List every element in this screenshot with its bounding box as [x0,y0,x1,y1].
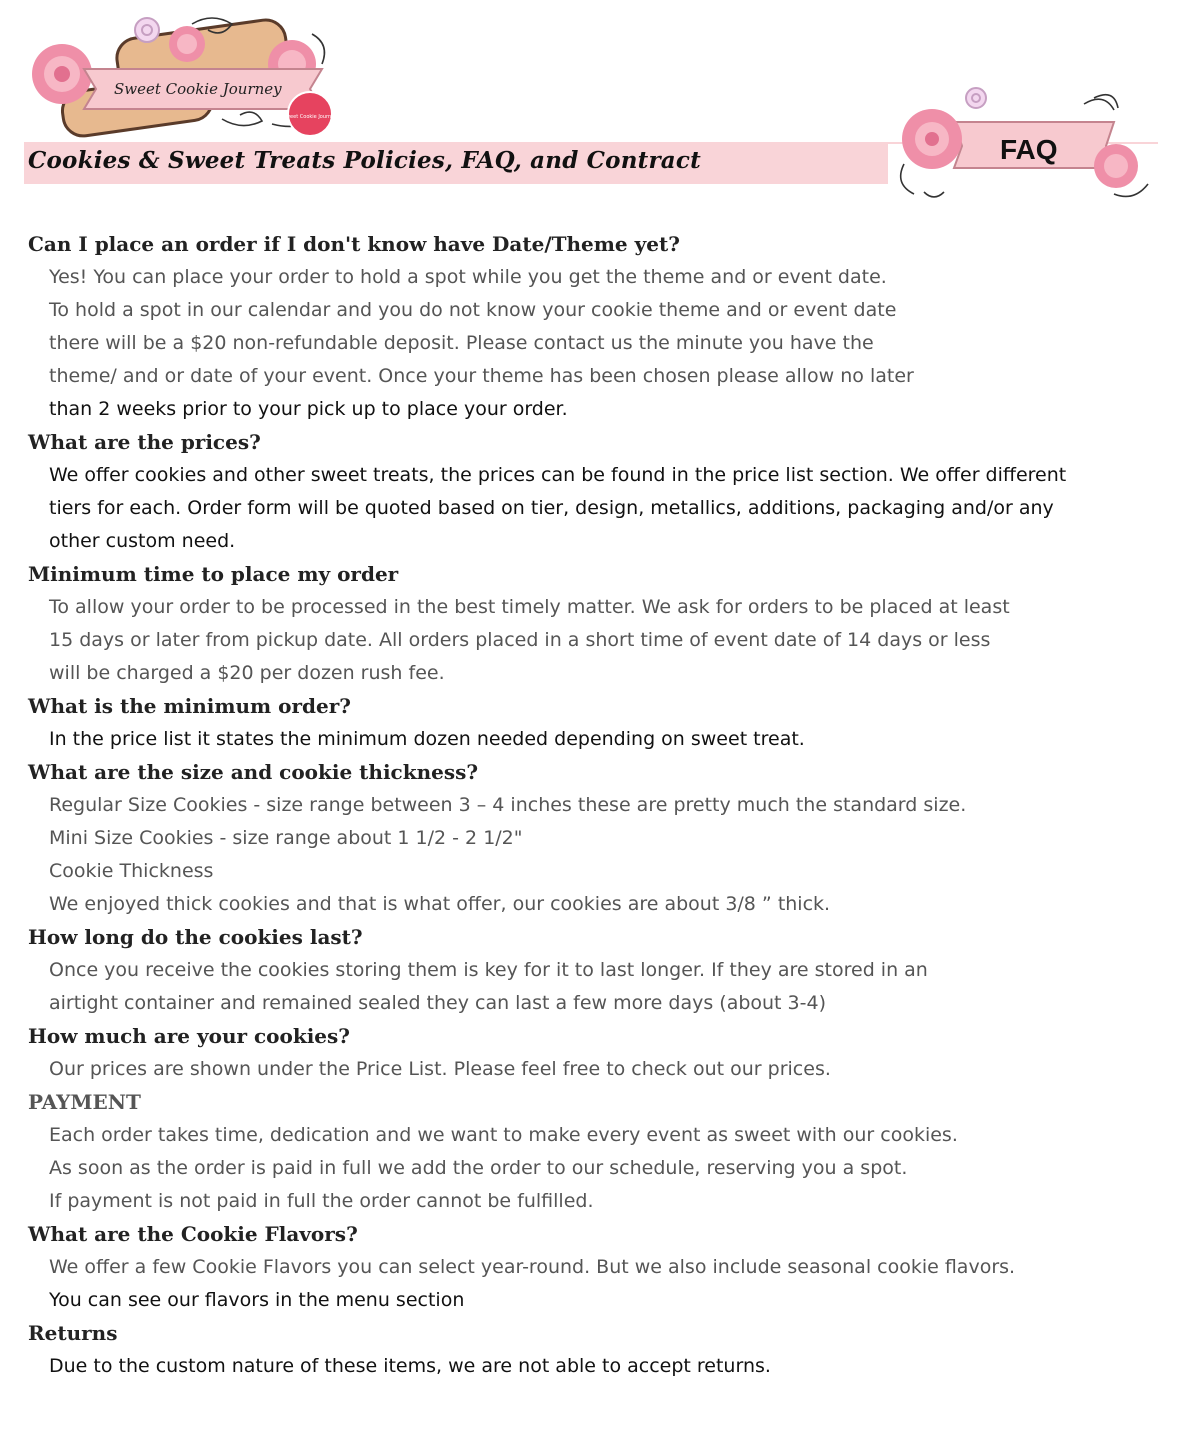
faq-answer-line: airtight container and remained sealed they can last a few more days (about 3-4) [49,992,826,1014]
faq-question: What are the prices? [28,430,261,454]
faq-item [28,558,1158,690]
seal-text: Sweet Cookie Journey [282,114,338,120]
faq-answer-line: To hold a spot in our calendar and you do not know your cookie theme and or event date [49,299,897,321]
faq-answer-line: Due to the custom nature of these items, we are not able to accept returns. [49,1355,771,1377]
faq-answer-line: We enjoyed thick cookies and that is what offer, our cookies are about 3/8 ” thick. [49,893,831,915]
faq-question: How much are your cookies? [28,1024,351,1048]
faq-item [28,1218,1158,1317]
rose-icon [902,109,962,169]
faq-answer-line: 15 days or later from pickup date. All orders placed in a short time of event date of 14 days or less [49,629,991,651]
faq-badge-label: FAQ [1000,134,1058,165]
faq-answer-line: tiers for each. Order form will be quoted based on tier, design, metallics, additions, packaging and/or any [49,497,1054,519]
faq-answer-line: Our prices are shown under the Price List. Please feel free to check out our prices. [49,1058,831,1080]
faq-answer-line: Each order takes time, dedication and we want to make every event as sweet with our cookies. [49,1124,958,1146]
faq-answer-line: If payment is not paid in full the order cannot be fulfilled. [49,1190,594,1212]
faq-item [28,690,1158,756]
lollipop-icon [966,88,986,108]
faq-answer-line: Once you receive the cookies storing them is key for it to last longer. If they are stored in an [49,959,928,981]
faq-list [28,228,1158,1383]
logo-text: Sweet Cookie Journey [114,80,282,98]
faq-answer-line: theme/ and or date of your event. Once your theme has been chosen please allow no later [49,365,914,387]
lollipop-icon [135,18,159,42]
faq-answer-line: To allow your order to be processed in the best timely matter. We ask for orders to be placed at least [49,596,1010,618]
faq-answer-line: We offer a few Cookie Flavors you can select year-round. But we also include seasonal cookie flavors. [49,1256,1016,1278]
rose-icon [1094,144,1138,188]
faq-question: PAYMENT [28,1090,141,1114]
faq-item [28,1020,1158,1086]
faq-item [28,921,1158,1020]
faq-answer-line: As soon as the order is paid in full we add the order to our schedule, reserving you a spot. [49,1157,908,1179]
faq-answer-line: Regular Size Cookies - size range between 3 – 4 inches these are pretty much the standard size. [49,794,967,816]
faq-item [28,1317,1158,1383]
faq-question: How long do the cookies last? [28,925,363,949]
rose-icon [32,44,92,104]
rose-icon [169,26,205,62]
faq-item [28,756,1158,921]
page-title: Cookies & Sweet Treats Policies, FAQ, and Contract [28,147,701,174]
page-header [0,0,1178,215]
faq-answer-line: We offer cookies and other sweet treats, the prices can be found in the price list section. We offer different [49,464,1067,486]
sweet-cookie-journey-logo [22,14,352,139]
faq-answer-line: Cookie Thickness [49,860,214,882]
faq-answer-line: will be charged a $20 per dozen rush fee. [49,662,445,684]
faq-answer-line: In the price list it states the minimum dozen needed depending on sweet treat. [49,728,805,750]
faq-question: Can I place an order if I don't know have Date/Theme yet? [28,232,680,256]
faq-question: Minimum time to place my order [28,562,399,586]
faq-answer-line: other custom need. [49,530,236,552]
faq-item [28,228,1158,426]
faq-question: What are the Cookie Flavors? [28,1222,358,1246]
faq-question: What are the size and cookie thickness? [28,760,479,784]
faq-question: What is the minimum order? [28,694,352,718]
faq-answer-line: Yes! You can place your order to hold a spot while you get the theme and or event date. [49,266,887,288]
faq-answer-line: than 2 weeks prior to your pick up to place your order. [49,398,568,420]
faq-question: Returns [28,1321,118,1345]
faq-item [28,1086,1158,1218]
faq-item [28,426,1158,558]
faq-answer-line: there will be a $20 non-refundable deposit. Please contact us the minute you have the [49,332,874,354]
faq-answer-line: Mini Size Cookies - size range about 1 1/2 - 2 1/2" [49,827,523,849]
faq-answer-line: You can see our flavors in the menu section [49,1289,465,1311]
